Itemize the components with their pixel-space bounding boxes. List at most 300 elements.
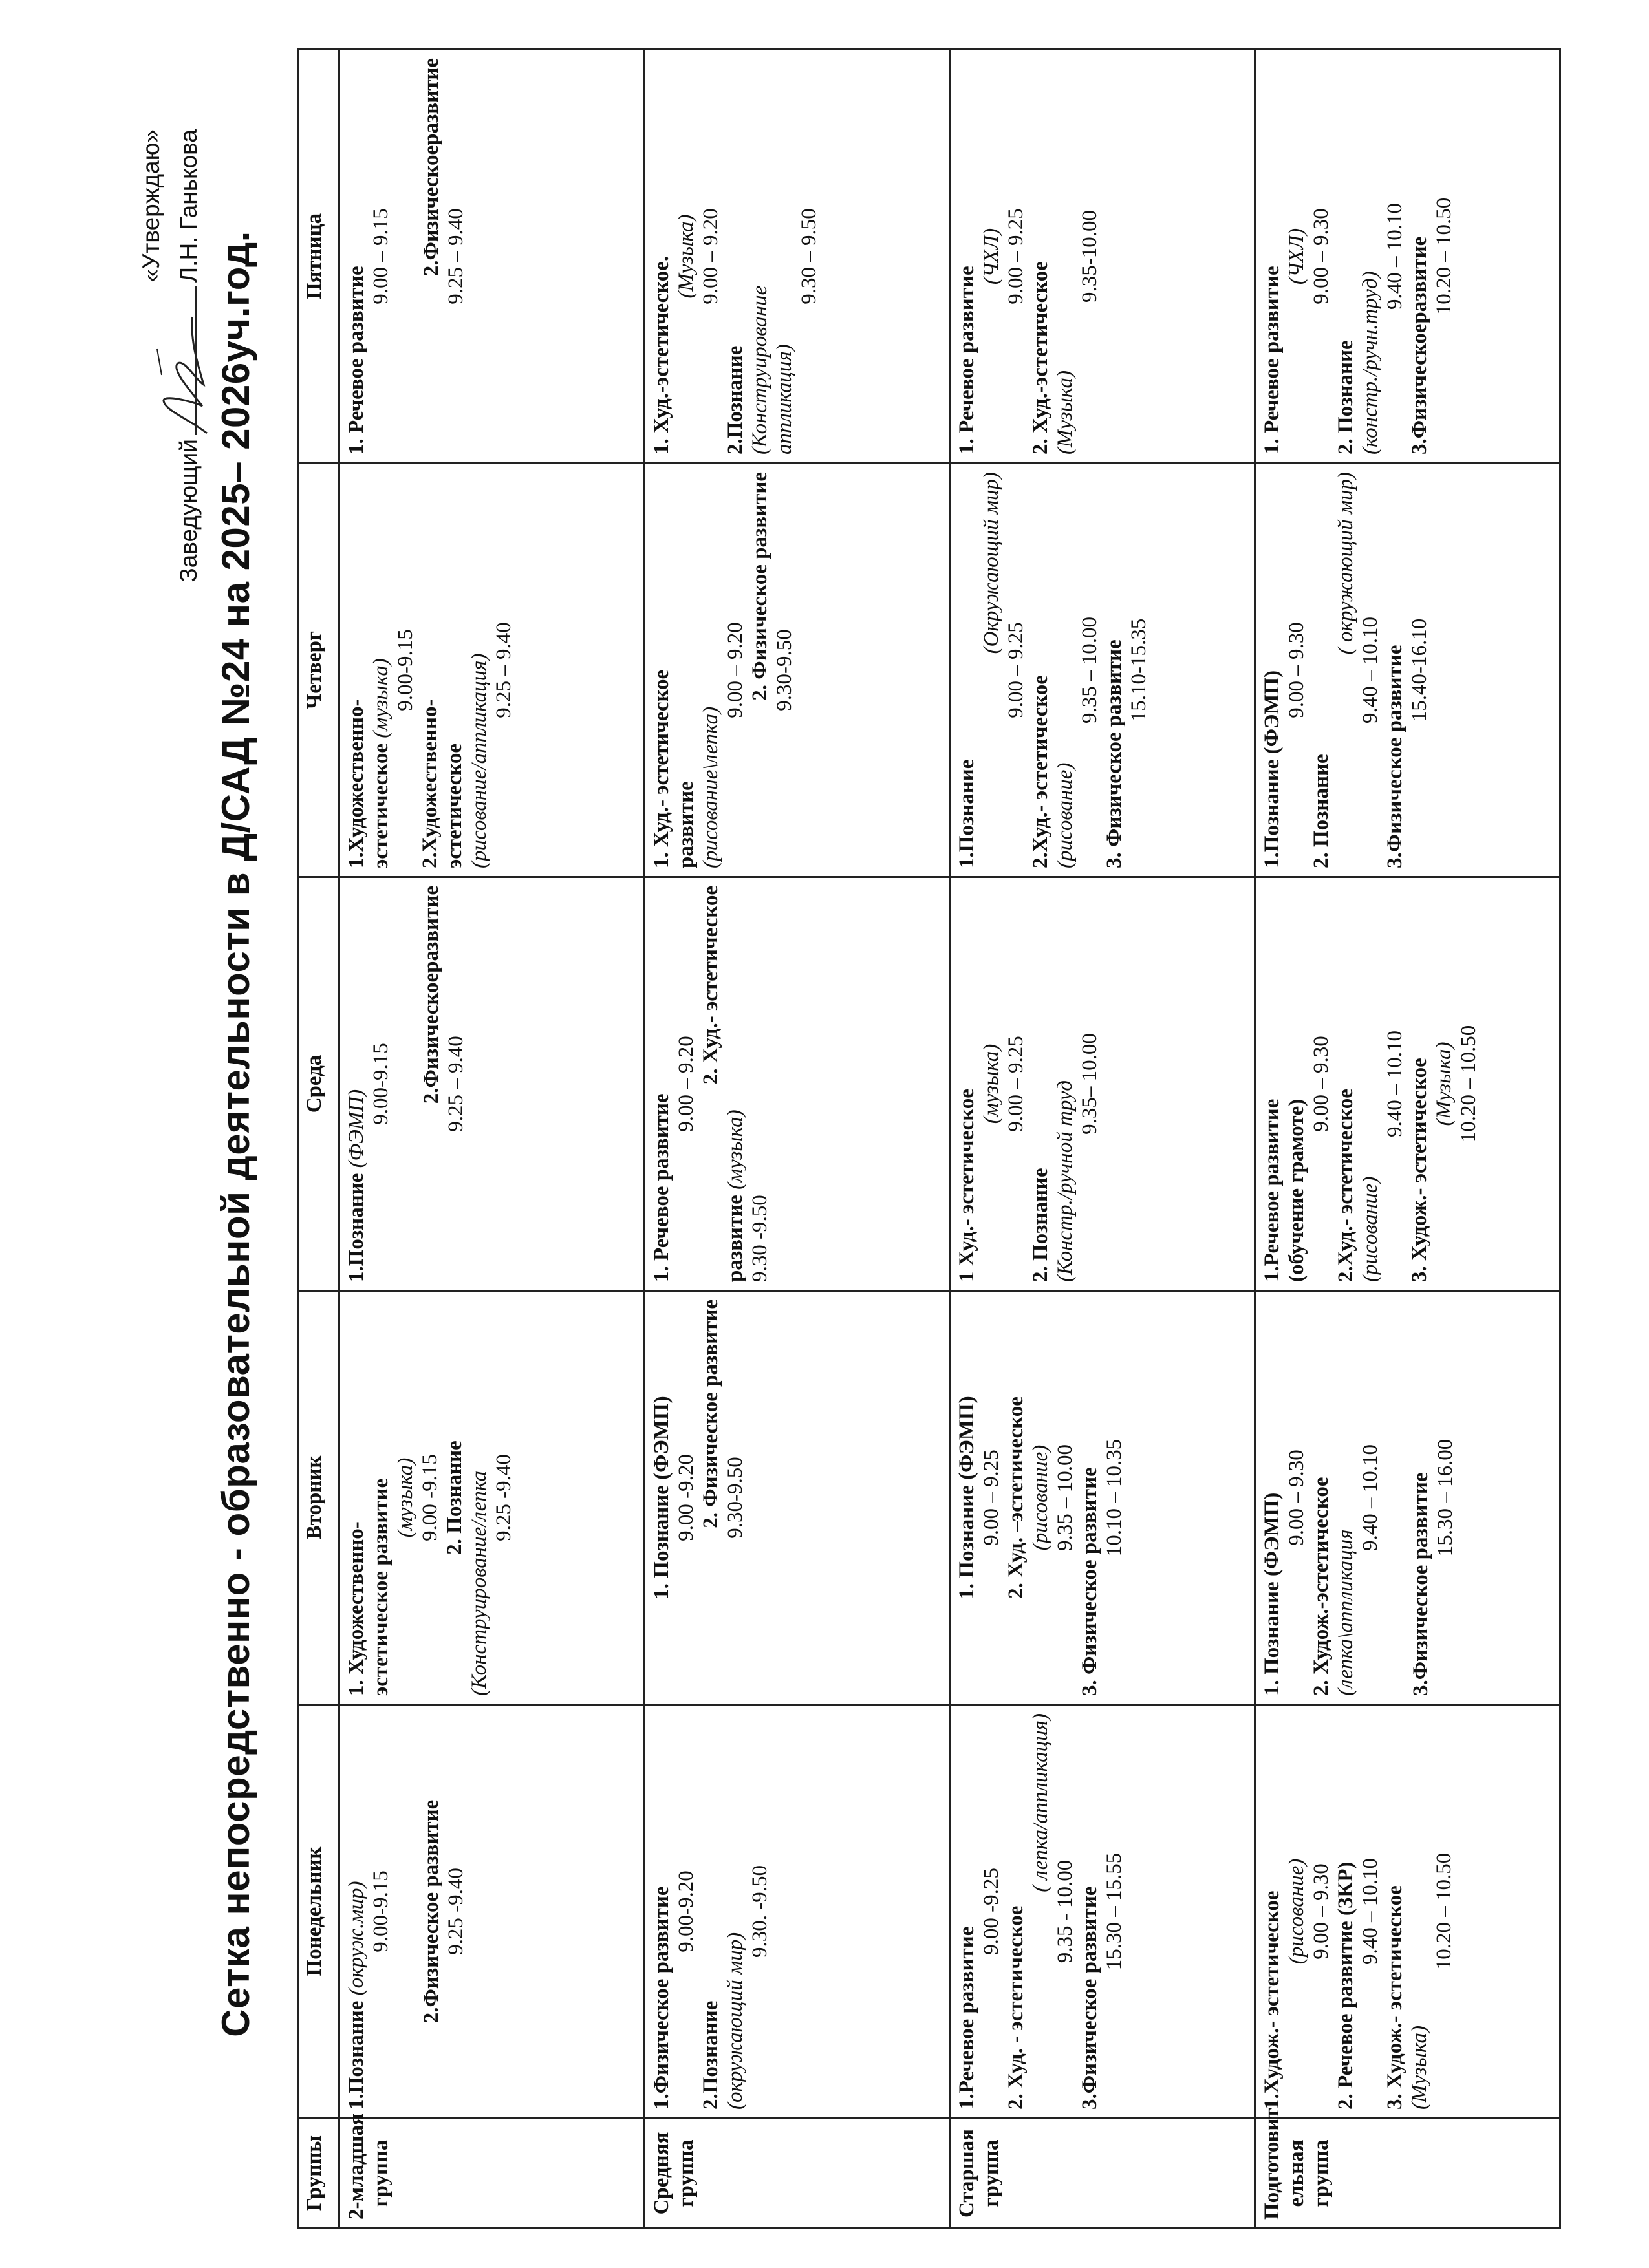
activity-line: [674, 472, 698, 868]
schedule-cell-friday: [645, 50, 950, 464]
group-name-line: группа: [674, 2139, 698, 2207]
activity-text: 9.00 -9.25: [980, 1868, 1003, 1955]
group-name-line: Старшая: [955, 2128, 978, 2218]
activity-line: [393, 1300, 418, 1696]
activity-line: [723, 1300, 748, 1696]
activity-line: [1126, 472, 1151, 868]
activity-text: 9.00 – 9.25: [1004, 622, 1028, 718]
activity-subject: (ФЭМП): [345, 1089, 368, 1168]
schedule-cell-wednesday: [645, 877, 950, 1291]
activity-line: [748, 1713, 772, 2110]
activity-line: [723, 472, 748, 868]
activity-line: [649, 886, 674, 1282]
activity-text: 2. Физическое развитие: [699, 1300, 722, 1528]
activity-line: [1309, 886, 1333, 1282]
activity-text: 1. Худ.- эстетическое: [650, 669, 673, 868]
activity-text: 9.00 – 9.30: [1310, 1863, 1333, 1960]
activity-text: 9.00 -9.15: [418, 1454, 442, 1541]
activity-line: [723, 58, 748, 455]
activity-line: [393, 472, 418, 868]
activity-text: 1.Познание: [955, 759, 978, 868]
activity-line: [1028, 58, 1053, 455]
schedule-cell-monday: [645, 1705, 950, 2119]
table-row: [339, 50, 645, 2229]
activity-text: 9.30-9.50: [724, 1457, 747, 1539]
activity-text: 1. Речевое развитие: [345, 266, 368, 455]
activity-line: [1383, 58, 1407, 455]
schedule-cell-monday: [950, 1705, 1255, 2119]
activity-text: 2. Худ. - эстетическое: [1004, 1905, 1028, 2110]
schedule-cell-tuesday: [1255, 1291, 1560, 1705]
activity-text: 9.00 – 9.30: [1285, 1450, 1308, 1546]
activity-line: [1053, 472, 1077, 868]
activity-line: [1383, 1713, 1407, 2110]
group-name-cell: [339, 2113, 645, 2229]
activity-text: (рисование): [1029, 1444, 1052, 1551]
activity-text: 9.25 – 9.40: [444, 208, 468, 305]
schedule-cell-monday: [1255, 1705, 1560, 2119]
activity-text: 9.30-9.50: [773, 629, 796, 711]
activity-text: 1.Речевое развитие: [955, 1926, 978, 2110]
activity-line: [674, 58, 698, 455]
activity-line: [1102, 1713, 1126, 2110]
activity-line: [1284, 1300, 1309, 1696]
activity-text: 2. Познание: [1029, 1168, 1052, 1282]
activity-text: 1. Худ.-эстетическое.: [650, 255, 673, 455]
activity-line: [954, 1713, 979, 2110]
activity-line: [748, 58, 772, 455]
activity-text: 1.Познание: [345, 1168, 368, 1282]
activity-text: 9.00 – 9.30: [1310, 1036, 1333, 1132]
schedule-cell-friday: [339, 50, 645, 464]
activity-text: 9.00-9.20: [674, 1870, 698, 1952]
schedule-cell-tuesday: [645, 1291, 950, 1705]
activity-text: 1.Худож.- эстетическое: [1260, 1890, 1284, 2110]
activity-text: эстетическое: [443, 743, 466, 868]
activity-text: 9.00 -9.20: [674, 1454, 698, 1541]
activity-line: [1358, 1300, 1383, 1696]
activity-line: [1358, 472, 1383, 868]
activity-line: [1333, 1713, 1358, 2110]
activity-text: 9.35 – 10.00: [1053, 1444, 1077, 1551]
activity-text: (окружающий мир): [724, 1932, 747, 2110]
activity-text: 1. Познание (ФЭМП): [1260, 1492, 1284, 1696]
activity-line: [1053, 1300, 1077, 1696]
activity-line: [344, 58, 369, 455]
activity-text: 1.Физическое развитие: [650, 1886, 673, 2110]
activity-text: (рисование): [1053, 762, 1077, 868]
activity-line: [649, 1713, 674, 2110]
activity-text: 10.20 – 10.50: [1432, 1852, 1456, 1971]
activity-line: [772, 58, 797, 455]
activity-line: [954, 472, 979, 868]
column-header-tuesday: Вторник: [299, 1291, 339, 1705]
activity-line: [1028, 1713, 1053, 2110]
schedule-cell-monday: [339, 1705, 645, 2119]
activity-line: [748, 886, 772, 1282]
activity-line: [1432, 886, 1456, 1282]
activity-text: 9.40 – 10.10: [1359, 1858, 1382, 1965]
activity-line: [1284, 472, 1309, 868]
group-name-line: Средняя: [650, 2132, 673, 2215]
head-name: Л.Н. Ганькова: [175, 129, 202, 283]
activity-line: [369, 58, 393, 455]
schedule-cell-wednesday: [1255, 877, 1560, 1291]
approval-stamp-label: «Утверждаю»: [138, 129, 164, 283]
activity-line: [344, 1713, 369, 2110]
activity-text: (Музыка): [1408, 2025, 1431, 2110]
activity-text: 2. Худож.-эстетическое: [1310, 1477, 1333, 1696]
activity-line: [1053, 1713, 1077, 2110]
activity-subject: (музыка): [369, 658, 393, 738]
activity-line: [979, 1300, 1004, 1696]
activity-text: 9.00-9.15: [369, 1870, 393, 1952]
activity-text: 9.40 – 10.10: [1383, 203, 1406, 310]
activity-line: [1383, 886, 1407, 1282]
activity-text: 9.30. -9.50: [748, 1865, 771, 1958]
activity-text: 9.35-10.00: [1078, 210, 1101, 303]
activity-line: [979, 58, 1004, 455]
activity-text: 9.25 – 9.40: [444, 1036, 468, 1132]
activity-line: [1383, 472, 1407, 868]
activity-line: [1309, 472, 1333, 868]
activity-text: 9.00 – 9.15: [369, 208, 393, 305]
activity-text: 10.10 – 10.35: [1103, 1439, 1126, 1557]
activity-line: [442, 472, 467, 868]
activity-line: [369, 1300, 393, 1696]
activity-text: 3.Физическое развитие: [1078, 1886, 1101, 2110]
schedule-cell-wednesday: [950, 877, 1255, 1291]
activity-subject: (окруж.мир): [345, 1881, 368, 1996]
activity-line: [444, 886, 468, 1282]
activity-line: [772, 472, 797, 868]
schedule-table: [297, 48, 1561, 2229]
activity-text: 2. Речевое развитие (ЗКР): [1334, 1861, 1357, 2110]
activity-text: (музыка): [394, 1457, 417, 1538]
activity-line: [491, 1300, 516, 1696]
schedule-cell-thursday: [1255, 464, 1560, 877]
activity-text: (Музыка): [674, 214, 698, 299]
column-header-thursday: Четверг: [299, 464, 339, 877]
activity-line: [1358, 58, 1383, 455]
activity-text: 9.25 – 9.40: [492, 622, 515, 718]
column-header-monday: Понедельник: [299, 1705, 339, 2119]
activity-text: (рисование\лепка): [699, 706, 722, 868]
page-title: Сетка непосредственно - образовательной деятельности в Д/САД №24 на 2025– 2026уч.год.: [214, 231, 257, 2037]
activity-line: [979, 1713, 1004, 2110]
activity-line: [649, 472, 674, 868]
activity-line: [1284, 1713, 1309, 2110]
activity-line: [369, 886, 393, 1282]
activity-text: 2.Худ.- эстетическое: [1029, 675, 1052, 868]
activity-line: [467, 1300, 491, 1696]
schedule-cell-wednesday: [339, 877, 645, 1291]
group-name-line: группа: [1310, 2139, 1333, 2207]
activity-line: [698, 1300, 723, 1696]
activity-line: [419, 886, 444, 1282]
activity-line: [1053, 886, 1077, 1282]
activity-text: 1. Познание (ФЭМП): [650, 1396, 673, 1599]
activity-text: 3. Худож.- эстетическое: [1383, 1885, 1406, 2110]
activity-text: 3. Физическое развитие: [1103, 639, 1126, 868]
activity-text: 1. Речевое развитие: [1260, 266, 1284, 455]
activity-line: [979, 886, 1004, 1282]
activity-text: 9.40 – 10.10: [1383, 1031, 1406, 1137]
activity-text: (Конструирование: [748, 285, 771, 455]
activity-text: 9.40 – 10.10: [1359, 617, 1382, 723]
activity-text: 1. Художественно-: [345, 1521, 368, 1696]
activity-text: (рисование/аппликация): [468, 653, 491, 868]
activity-text: (констр./ручн.труд): [1359, 271, 1382, 455]
activity-line: [1432, 1713, 1456, 2110]
group-name-cell: [950, 2119, 1255, 2229]
activity-text: 9.00 – 9.25: [980, 1450, 1003, 1546]
activity-line: [1102, 1300, 1126, 1696]
activity-text: (ЧХЛ): [1285, 228, 1308, 285]
activity-line: [1004, 1300, 1028, 1696]
activity-text: 9.30 -9.50: [748, 1195, 771, 1282]
activity-text: 9.00 – 9.20: [674, 1036, 698, 1132]
activity-text: 2.Худ.- эстетическое: [1334, 1089, 1357, 1282]
activity-line: [1077, 58, 1102, 455]
activity-text: (обучение грамоте): [1285, 1098, 1308, 1282]
activity-line: [1077, 1300, 1102, 1696]
group-name-line: 2-младшая: [345, 2113, 368, 2220]
activity-line: [1408, 1300, 1433, 1696]
spacer: [1383, 1300, 1408, 1696]
activity-text: 9.00 – 9.20: [724, 622, 747, 718]
activity-line: [723, 886, 748, 1282]
activity-text: 3.Физическое развитие: [1409, 1472, 1432, 1696]
activity-text: 2.Художественно-: [418, 699, 442, 868]
schedule-cell-friday: [950, 50, 1255, 464]
spacer: [393, 886, 419, 1282]
activity-text: 1.Познание: [345, 1995, 368, 2110]
activity-line: [1309, 1713, 1333, 2110]
activity-text: развитие: [674, 781, 698, 868]
activity-line: [419, 1713, 444, 2110]
group-name-cell: [645, 2119, 950, 2229]
activity-line: [1432, 58, 1456, 455]
group-name-line: группа: [369, 2139, 393, 2207]
activity-line: [1309, 1300, 1333, 1696]
table-row: [1255, 50, 1560, 2229]
activity-line: [1260, 472, 1284, 868]
activity-line: [1102, 472, 1126, 868]
activity-text: 9.00 – 9.25: [1004, 1036, 1028, 1132]
activity-line: [674, 886, 698, 1282]
group-name-line: ельная: [1285, 2139, 1308, 2207]
activity-line: [369, 1713, 393, 2110]
activity-text: (музыка): [980, 1043, 1003, 1124]
activity-line: [698, 886, 723, 1282]
table-row: [950, 50, 1255, 2229]
activity-text: аппликация): [773, 344, 796, 455]
activity-line: [1333, 58, 1358, 455]
activity-text: 2. Познание: [1334, 340, 1357, 455]
activity-line: [1028, 1300, 1053, 1696]
activity-text: 15.30 – 16.00: [1434, 1439, 1457, 1557]
activity-line: [954, 1300, 979, 1696]
activity-text: (Окружающий мир): [980, 472, 1003, 654]
activity-text: 3. Физическое развитие: [1078, 1467, 1101, 1696]
activity-text: 2.Познание: [724, 345, 747, 455]
activity-line: [954, 886, 979, 1282]
activity-line: [979, 472, 1004, 868]
group-name-line: группа: [980, 2139, 1003, 2207]
activity-text: 9.00 – 9.25: [1004, 208, 1028, 305]
activity-line: [698, 472, 723, 868]
activity-line: [418, 472, 442, 868]
activity-text: 9.35 - 10.00: [1053, 1859, 1077, 1963]
activity-line: [344, 472, 369, 868]
activity-line: [954, 58, 979, 455]
activity-line: [1260, 58, 1284, 455]
activity-text: 1. Речевое развитие: [955, 266, 978, 455]
activity-text: 15.10-15.35: [1127, 618, 1150, 722]
activity-line: [418, 1300, 442, 1696]
activity-line: [1284, 886, 1309, 1282]
activity-line: [1077, 472, 1102, 868]
column-header-friday: Пятница: [299, 50, 339, 464]
activity-text: 1.Познание (ФЭМП): [1260, 670, 1284, 868]
activity-text: 9.25 -9.40: [492, 1454, 515, 1541]
header-row: [299, 50, 339, 2229]
activity-line: [344, 1300, 369, 1696]
handwritten-signature-icon: [152, 304, 223, 446]
activity-line: [1407, 472, 1432, 868]
activity-line: [1004, 472, 1028, 868]
activity-text: эстетическое развитие: [369, 1478, 393, 1696]
activity-text: (рисование): [1359, 1176, 1382, 1282]
column-header-wednesday: Среда: [299, 877, 339, 1291]
activity-text: 2. Худ. –эстетическое: [1004, 1396, 1028, 1599]
activity-text: (рисование): [1285, 1858, 1308, 1965]
activity-text: (ЧХЛ): [980, 228, 1003, 285]
activity-line: [1433, 1300, 1458, 1696]
activity-line: [467, 472, 491, 868]
activity-text: 9.00 – 9.20: [699, 208, 722, 305]
activity-line: [444, 1713, 468, 2110]
activity-text: 2. Физическое развитие: [748, 472, 771, 701]
activity-text: 9.00 – 9.30: [1285, 622, 1308, 718]
activity-text: 3.Физическоеразвитие: [1408, 236, 1431, 455]
activity-line: [1077, 1713, 1102, 2110]
activity-line: [1407, 58, 1432, 455]
activity-line: [442, 1300, 467, 1696]
activity-line: [1004, 886, 1028, 1282]
activity-line: [674, 1300, 698, 1696]
activity-text: ( окружающий мир): [1334, 472, 1357, 655]
activity-text: 2.Физическое развитие: [420, 1799, 443, 2024]
activity-line: [1260, 886, 1284, 1282]
group-name-cell: [1255, 2108, 1560, 2229]
activity-text: 2.Познание: [699, 2000, 722, 2110]
activity-line: [1004, 58, 1028, 455]
activity-line: [698, 1713, 723, 2110]
activity-text: 2. Познание: [1310, 754, 1333, 868]
spacer: [393, 1713, 419, 2110]
activity-text: 10.20 – 10.50: [1432, 197, 1456, 316]
activity-text: эстетическое: [369, 738, 393, 868]
schedule-cell-thursday: [950, 464, 1255, 877]
activity-text: 15.40-16.10: [1408, 618, 1431, 722]
activity-text: 2.Физическоеразвитие: [420, 886, 443, 1104]
activity-text: развитие: [724, 1189, 747, 1282]
activity-line: [491, 472, 516, 868]
column-header-groups: Группы: [299, 2119, 339, 2229]
activity-line: [797, 58, 821, 455]
activity-text: (лепка\аппликация: [1334, 1529, 1357, 1696]
activity-text: 2. Познание: [443, 1440, 466, 1555]
activity-line: [748, 472, 772, 868]
activity-line: [419, 58, 444, 455]
activity-text: 9.25 -9.40: [444, 1868, 468, 1955]
activity-line: [344, 886, 369, 1282]
activity-text: 1. Познание (ФЭМП): [955, 1396, 978, 1599]
activity-line: [1260, 1713, 1284, 2110]
activity-line: [1028, 472, 1053, 868]
activity-line: [1053, 58, 1077, 455]
activity-text: (Констр./ручной труд: [1053, 1080, 1077, 1282]
activity-text: 1. Речевое развитие: [650, 1093, 673, 1282]
activity-text: 9.35 – 10.00: [1078, 617, 1101, 723]
activity-line: [1260, 1300, 1284, 1696]
schedule-cell-tuesday: [339, 1291, 645, 1705]
activity-line: [649, 58, 674, 455]
activity-line: [1407, 1713, 1432, 2110]
schedule-cell-friday: [1255, 50, 1560, 464]
activity-text: 2. Худ.- эстетическое: [699, 886, 722, 1085]
activity-line: [1407, 886, 1432, 1282]
activity-line: [444, 58, 468, 455]
spacer: [393, 58, 419, 455]
activity-text: 1.Художественно-: [345, 699, 368, 868]
activity-line: [1358, 886, 1383, 1282]
activity-line: [649, 1300, 674, 1696]
schedule-body: [339, 50, 1560, 2229]
activity-line: [674, 1713, 698, 2110]
activity-text: 3. Худож.- эстетическое: [1408, 1058, 1431, 1282]
activity-text: 9.40 – 10.10: [1359, 1444, 1382, 1551]
group-name-line: Подготовит: [1260, 2108, 1284, 2220]
activity-line: [1333, 1300, 1358, 1696]
activity-text: 2. Худ.-эстетическое: [1029, 261, 1052, 455]
table-row: [645, 50, 950, 2229]
schedule-cell-thursday: [339, 464, 645, 877]
activity-text: 9.30 – 9.50: [797, 208, 821, 305]
schedule-cell-tuesday: [950, 1291, 1255, 1705]
activity-text: 9.00-9.15: [369, 1043, 393, 1125]
activity-text: 15.30 – 15.55: [1103, 1852, 1126, 1971]
activity-line: [1309, 58, 1333, 455]
activity-line: [1333, 472, 1358, 868]
activity-text: 2.Физическоеразвитие: [420, 58, 443, 277]
schedule-cell-thursday: [645, 464, 950, 877]
activity-text: (Конструирование/лепка: [468, 1471, 491, 1696]
activity-line: [1284, 58, 1309, 455]
activity-line: [1456, 886, 1481, 1282]
activity-line: [1004, 1713, 1028, 2110]
activity-text: 9.00 – 9.30: [1310, 208, 1333, 305]
activity-line: [1028, 886, 1053, 1282]
activity-text: ( лепка/аппликация): [1029, 1713, 1052, 1892]
activity-text: 10.20 – 10.50: [1457, 1025, 1480, 1143]
activity-text: 1.Речевое развитие: [1260, 1098, 1284, 1282]
activity-line: [1358, 1713, 1383, 2110]
activity-line: [698, 58, 723, 455]
activity-subject: (музыка): [724, 1109, 747, 1190]
